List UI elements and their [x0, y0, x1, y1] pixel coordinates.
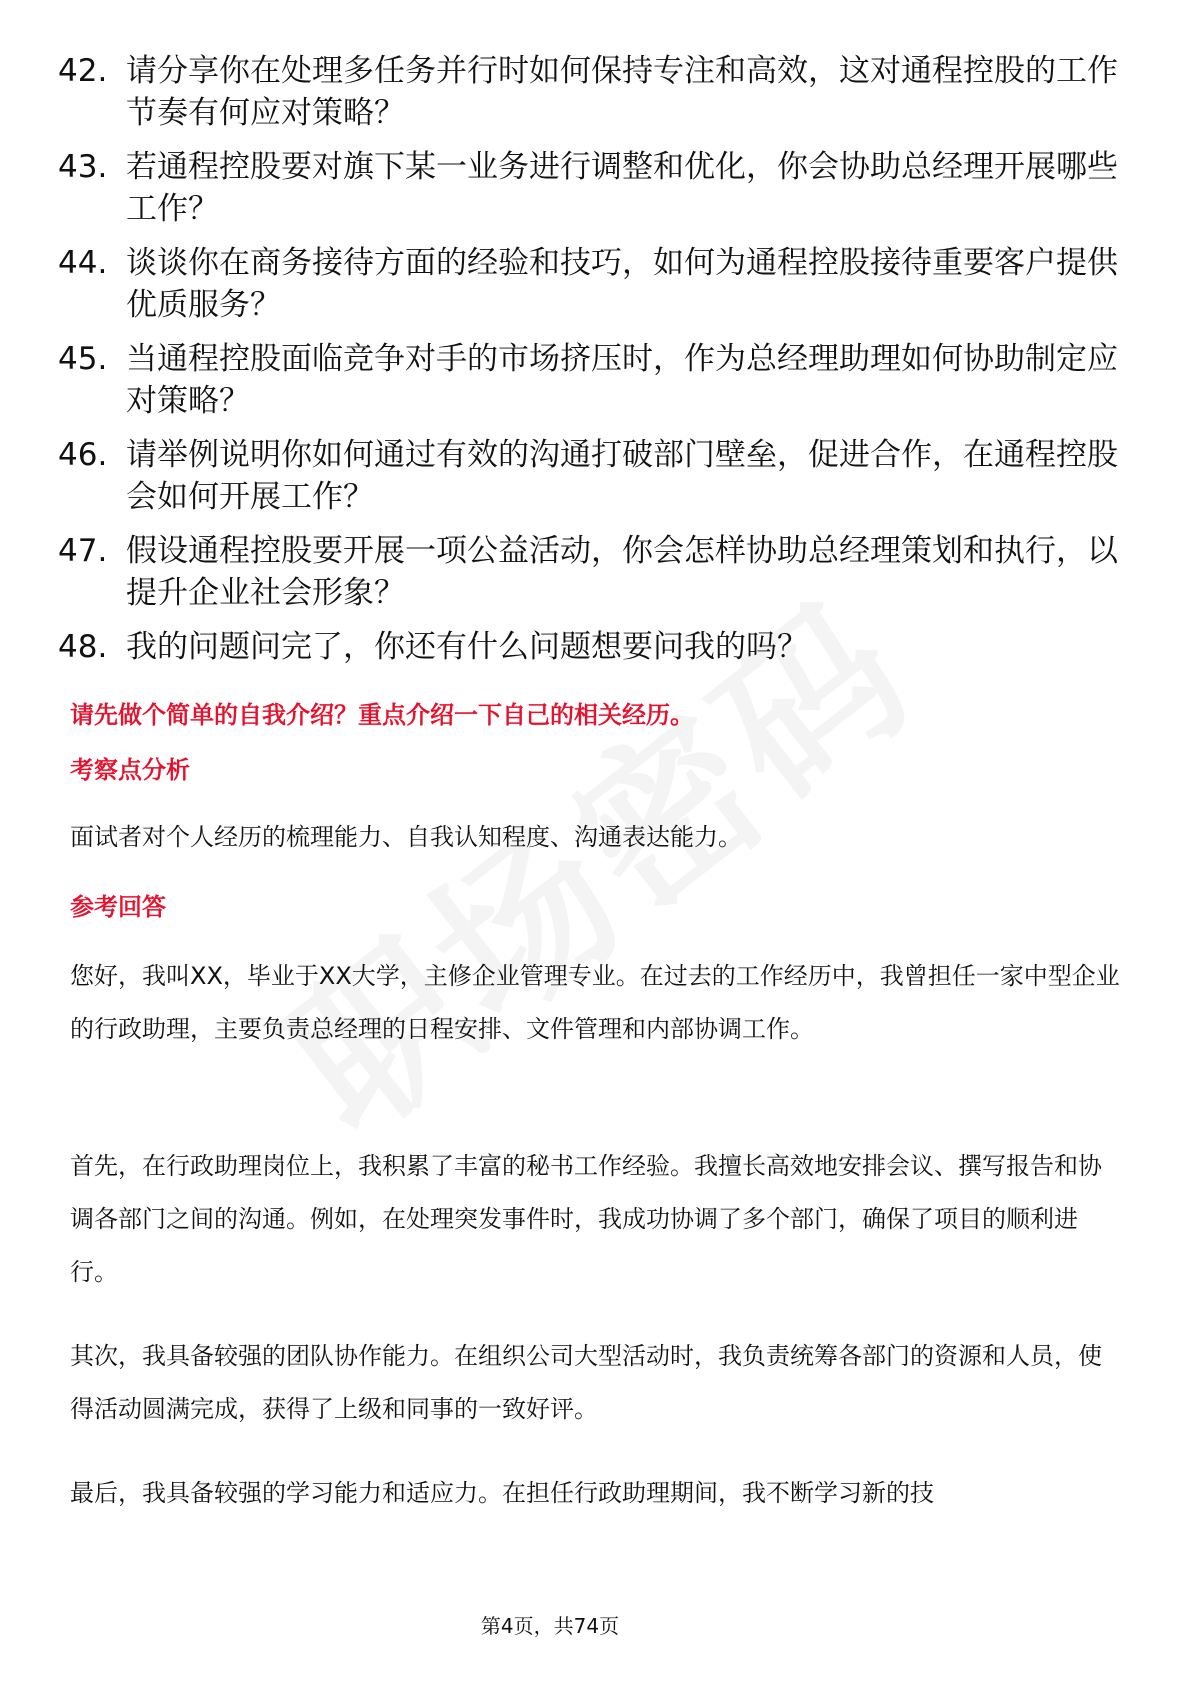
question-number: 42.	[58, 53, 108, 89]
featured-question: 请先做个简单的自我介绍？重点介绍一下自己的相关经历。	[70, 701, 694, 729]
page-footer: 第4页，共74页	[480, 1614, 620, 1638]
question-number: 46.	[58, 437, 108, 473]
question-number: 45.	[58, 341, 108, 377]
question-text: 请分享你在处理多任务并行时如何保持专注和高效，这对通程控股的工作节奏有何应对策略？	[126, 53, 1118, 131]
question-text: 假设通程控股要开展一项公益活动，你会怎样协助总经理策划和执行，以提升企业社会形象？	[126, 533, 1118, 611]
question-number: 44.	[58, 245, 108, 281]
question-item	[58, 50, 1118, 134]
question-text: 若通程控股要对旗下某一业务进行调整和优化，你会协助总经理开展哪些工作？	[126, 149, 1118, 227]
answer-paragraph: 首先，在行政助理岗位上，我积累了丰富的秘书工作经验。我擅长高效地安排会议、撰写报告和协调各部门之间的沟通。例如，在处理突发事件时，我成功协调了多个部门，确保了项目的顺利进行。	[70, 1152, 1102, 1286]
question-text: 请举例说明你如何通过有效的沟通打破部门壁垒，促进合作，在通程控股会如何开展工作？	[126, 437, 1118, 515]
answer-paragraph: 最后，我具备较强的学习能力和适应力。在担任行政助理期间，我不断学习新的技	[70, 1479, 934, 1507]
answer-heading: 参考回答	[70, 893, 166, 921]
question-number: 48.	[58, 629, 108, 665]
analysis-heading: 考察点分析	[70, 756, 190, 784]
question-item	[58, 626, 1118, 668]
question-number: 47.	[58, 533, 108, 569]
analysis-text: 面试者对个人经历的梳理能力、自我认知程度、沟通表达能力。	[70, 823, 742, 851]
answer-paragraph: 其次，我具备较强的团队协作能力。在组织公司大型活动时，我负责统筹各部门的资源和人员，使得活动圆满完成，获得了上级和同事的一致好评。	[70, 1342, 1102, 1423]
question-item	[58, 242, 1118, 326]
question-item	[58, 434, 1118, 518]
question-item	[58, 146, 1118, 230]
answer-paragraph: 您好，我叫XX，毕业于XX大学，主修企业管理专业。在过去的工作经历中，我曾担任一家中型企业的行政助理，主要负责总经理的日程安排、文件管理和内部协调工作。	[70, 962, 1120, 1043]
question-item	[58, 530, 1118, 614]
question-text: 我的问题问完了，你还有什么问题想要问我的吗？	[126, 629, 808, 665]
question-list	[58, 50, 1118, 680]
question-text: 谈谈你在商务接待方面的经验和技巧，如何为通程控股接待重要客户提供优质服务？	[126, 245, 1118, 323]
question-item	[58, 338, 1118, 422]
question-text: 当通程控股面临竞争对手的市场挤压时，作为总经理助理如何协助制定应对策略？	[126, 341, 1118, 419]
question-number: 43.	[58, 149, 108, 185]
